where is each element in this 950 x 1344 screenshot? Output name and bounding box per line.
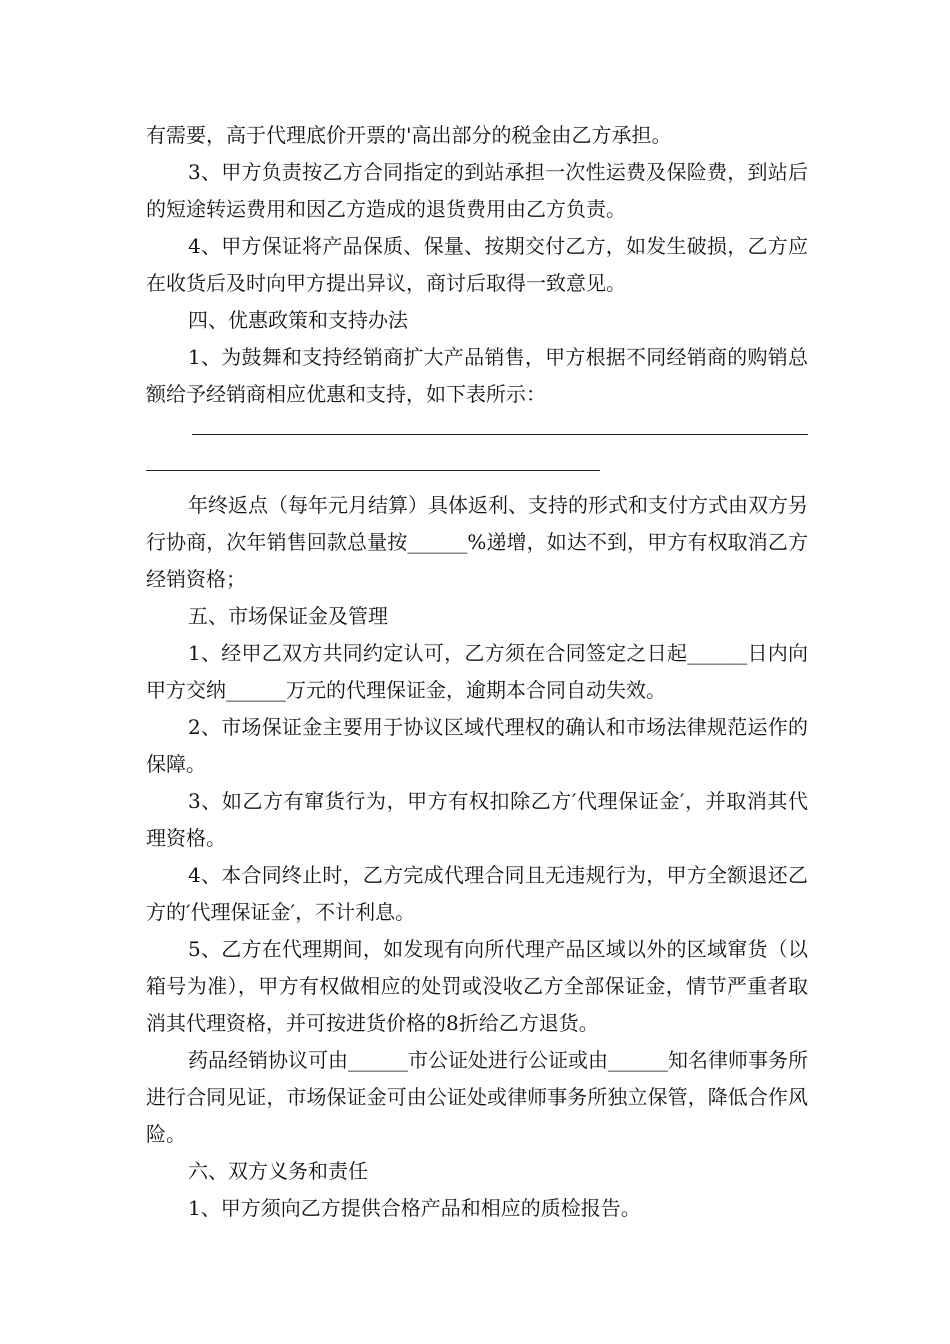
table-rule-top	[192, 434, 808, 435]
paragraph-clause-4-delivery: 4、甲方保证将产品保质、保量、按期交付乙方，如发生破损，乙方应在收货后及时向甲方提出异议，商讨后取得一致意见。	[146, 234, 808, 295]
paragraph-deposit-clause-2: 2、市场保证金主要用于协议区域代理权的确认和市场法律规范运作的保障。	[146, 715, 808, 776]
table-rule-bottom	[146, 470, 600, 471]
section-heading-4: 四、优惠政策和支持办法	[188, 308, 408, 332]
document-page	[146, 117, 808, 1227]
paragraph-notarization: 药品经销协议可由______市公证处进行公证或由______知名律师事务所进行合同见证，市场保证金可由公证处或律师事务所独立保管，降低合作风险。	[146, 1048, 808, 1146]
paragraph-obligation-clause-1: 1、甲方须向乙方提供合格产品和相应的质检报告。	[188, 1196, 641, 1220]
paragraph-deposit-clause-4: 4、本合同终止时，乙方完成代理合同且无违规行为，甲方全额退还乙方的′代理保证金′，不计利息。	[146, 863, 808, 924]
paragraph-clause-1-support: 1、为鼓舞和支持经销商扩大产品销售，甲方根据不同经销商的购销总额给予经销商相应优惠和支持，如下表所示：	[146, 345, 808, 406]
paragraph-tax-burden: 有需要，高于代理底价开票的'高出部分的税金由乙方承担。	[146, 123, 672, 147]
paragraph-deposit-clause-5: 5、乙方在代理期间，如发现有向所代理产品区域以外的区域窜货（以箱号为准），甲方有权做相应的处罚或没收乙方全部保证金，情节严重者取消其代理资格，并可按进货价格的8折给乙方退货。	[146, 937, 808, 1035]
paragraph-deposit-clause-1: 1、经甲乙双方共同约定认可，乙方须在合同签定之日起______日内向甲方交纳______万元的代理保证金，逾期本合同自动失效。	[146, 641, 808, 702]
paragraph-year-end-rebate: 年终返点（每年元月结算）具体返利、支持的形式和支付方式由双方另行协商，次年销售回款总量按______%递增，如达不到，甲方有权取消乙方经销资格；	[146, 493, 808, 591]
paragraph-clause-3-freight: 3、甲方负责按乙方合同指定的到站承担一次性运费及保险费，到站后的短途转运费用和因乙方造成的退货费用由乙方负责。	[146, 160, 808, 221]
section-heading-6: 六、双方义务和责任	[188, 1159, 368, 1183]
paragraph-deposit-clause-3: 3、如乙方有窜货行为，甲方有权扣除乙方′代理保证金′，并取消其代理资格。	[146, 789, 808, 850]
table-placeholder-blank	[146, 413, 808, 487]
section-heading-5: 五、市场保证金及管理	[188, 604, 388, 628]
